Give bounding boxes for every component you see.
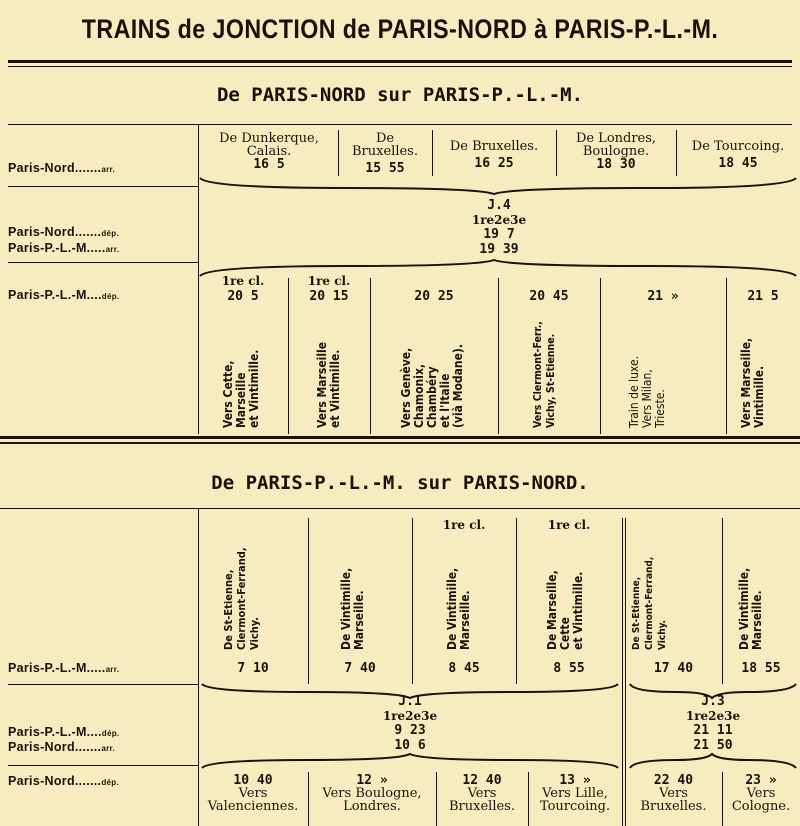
departure-destination: Vers Clermont-Ferr., Vichy, St-Etienne. — [532, 321, 557, 428]
split-brace-1 — [198, 752, 622, 770]
title-rule — [8, 60, 792, 63]
arrival-time: 17 40 — [653, 661, 694, 676]
departure-time: 20 45 — [529, 289, 569, 304]
section-divider — [0, 436, 800, 439]
arrival-origin: De Londres, Boulogne. 18 30 — [575, 131, 657, 172]
label-rule — [8, 186, 198, 187]
section-divider-thin — [0, 442, 800, 444]
section1-rule — [8, 124, 792, 125]
arrival-time: 18 45 — [718, 156, 758, 171]
departure-destination: 12 40 Vers Bruxelles. — [449, 773, 515, 814]
row-label-plm-arr: Paris-P.-L.-M.....arr. — [8, 241, 120, 255]
arrival-time: 7 40 — [344, 661, 376, 676]
departure-destination: Vers Marseille, Vintimille. — [739, 337, 766, 428]
arrival-origin: De St-Etienne, Clermont-Ferrand, Vichy. — [631, 556, 668, 650]
departure-destination: 12 » Vers Boulogne, Londres. — [322, 773, 422, 814]
arrival-origin: De Marseille, Cette et Vintimille. — [545, 570, 585, 650]
row-label-nord-arr: Paris-Nord.......arr. — [8, 740, 115, 754]
departure-destination: 22 40 Vers Bruxelles. — [640, 773, 707, 814]
row-label-nord-arr: Paris-Nord.......arr. — [8, 161, 115, 175]
arrival-origin: De Vintimille, Marseille. — [339, 567, 366, 650]
row-label-nord-dep: Paris-Nord.......dép. — [8, 225, 119, 239]
class-note: 1re cl. — [442, 518, 486, 532]
col-divider — [722, 518, 723, 684]
row-label-nord-dep: Paris-Nord.......dép. — [8, 774, 119, 788]
class-note: 1re cl. — [221, 274, 265, 288]
departure-time: 20 5 — [227, 289, 259, 304]
arrival-origin: De Dunkerque, Calais. 16 5 — [219, 131, 319, 172]
arrival-time: 18 55 — [741, 661, 781, 676]
arrival-origin: De Vintimille, Marseille. — [737, 567, 764, 650]
section2-heading: De PARIS-P.-L.-M. sur PARIS-NORD. — [211, 472, 589, 494]
title-rule-thin — [8, 66, 792, 67]
merge-brace — [198, 176, 800, 196]
departure-time: 21 » — [647, 289, 679, 304]
arrival-time: 16 25 — [474, 156, 514, 171]
row-label-plm-dep: Paris-P.-L.-M....dép. — [8, 288, 120, 302]
label-rule — [8, 684, 198, 685]
section2-rule — [0, 508, 800, 509]
junction-j1: J.1 1re2e3e 9 23 10 6 — [382, 694, 438, 753]
row-label-plm-arr: Paris-P.-L.-M.....arr. — [8, 661, 120, 675]
arrival-origin: De Tourcoing. — [691, 139, 785, 154]
page-title: TRAINS de JONCTION de PARIS-NORD à PARIS-P.-L.-M. — [81, 14, 719, 44]
arrival-origin: De Bruxelles. — [352, 131, 418, 159]
label-rule — [8, 765, 198, 766]
departure-time: 20 25 — [414, 289, 454, 304]
label-rule — [8, 262, 198, 263]
departure-destination: Vers Cette, Marseille et Vintimille. — [221, 349, 261, 428]
arrival-time: 8 55 — [553, 661, 585, 676]
arrival-time: 15 55 — [365, 161, 405, 176]
arrival-time: 8 45 — [448, 661, 480, 676]
col-divider — [412, 518, 413, 684]
junction-j4: J.4 1re2e3e 19 7 19 39 — [471, 198, 527, 257]
arrival-origin: De Bruxelles. — [449, 139, 539, 154]
class-note: 1re cl. — [307, 274, 351, 288]
col-divider-major — [622, 518, 623, 826]
departure-destination: 23 » Vers Cologne. — [731, 773, 791, 814]
departure-time: 20 15 — [309, 289, 349, 304]
col-divider — [308, 518, 309, 684]
departure-destination: Vers Genève, Chamonix, Chambéry et l'Italie (vià Modane). — [399, 344, 465, 428]
departure-destination: Train de luxe. Vers Milan, Trieste. — [627, 355, 667, 428]
split-brace-2 — [626, 752, 800, 770]
departure-destination: Vers Marseille et Vintimille. — [315, 341, 342, 428]
row-label-plm-dep: Paris-P.-L.-M....dép. — [8, 725, 120, 739]
section1-heading: De PARIS-NORD sur PARIS-P.-L.-M. — [216, 84, 584, 106]
arrival-origin: De Vintimille, Marseille. — [445, 567, 472, 650]
departure-destination: 10 40 Vers Valenciennes. — [207, 773, 299, 814]
departure-destination: 13 » Vers Lille, Tourcoing. — [539, 773, 611, 814]
class-note: 1re cl. — [547, 518, 591, 532]
col-divider — [516, 518, 517, 684]
junction-j3: J.3 1re2e3e 21 11 21 50 — [685, 694, 741, 753]
arrival-time: 7 10 — [237, 661, 269, 676]
departure-time: 21 5 — [747, 289, 779, 304]
arrival-origin: De St-Etienne, Clermont-Ferrand, Vichy. — [222, 547, 261, 650]
